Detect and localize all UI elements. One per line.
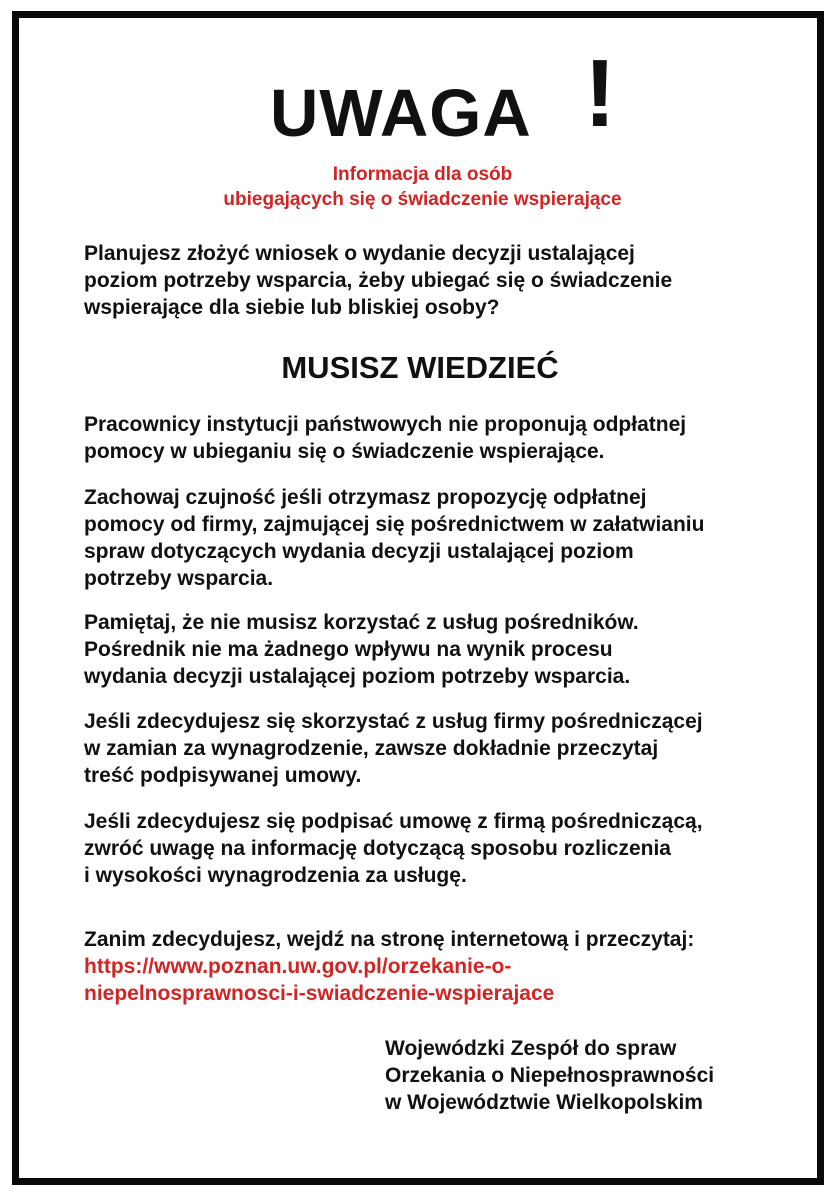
closing-text: Zanim zdecydujesz, wejdź na stronę internetową i przeczytaj:: [84, 928, 695, 951]
text-line: Pamiętaj, że nie musisz korzystać z usług pośredników.: [84, 611, 639, 634]
text-line: spraw dotyczących wydania decyzji ustalającej poziom: [84, 540, 634, 563]
paragraph-2: [84, 484, 804, 592]
text-line: Planujesz złożyć wniosek o wydanie decyzji ustalającej: [84, 242, 635, 265]
intro-question: [84, 240, 804, 321]
text-line: poziom potrzeby wsparcia, żeby ubiegać się o świadczenie: [84, 269, 673, 292]
text-line: potrzeby wsparcia.: [84, 567, 274, 590]
subtitle-line: ubiegających się o świadczenie wspierające: [223, 189, 622, 210]
website-link[interactable]: niepelnosprawnosci-i-swiadczenie-wspierajace: [84, 982, 555, 1005]
closing-block: [84, 926, 804, 1007]
text-line: zwróć uwagę na informację dotyczącą sposobu rozliczenia: [84, 837, 671, 860]
text-line: wspierające dla siebie lub bliskiej osoby?: [84, 296, 500, 319]
text-line: Pracownicy instytucji państwowych nie proponują odpłatnej: [84, 413, 687, 436]
website-link[interactable]: https://www.poznan.uw.gov.pl/orzekanie-o-: [84, 955, 512, 978]
signature-line: w Województwie Wielkopolskim: [385, 1091, 703, 1114]
section-heading: MUSISZ WIEDZIEĆ: [281, 350, 559, 385]
text-line: Zachowaj czujność jeśli otrzymasz propozycję odpłatnej: [84, 486, 647, 509]
exclamation-mark: !: [584, 40, 616, 147]
subtitle-line: Informacja dla osób: [332, 164, 513, 185]
paragraph-3: [84, 609, 804, 690]
signature-line: Orzekania o Niepełnosprawności: [385, 1064, 715, 1087]
paragraph-5: [84, 808, 804, 889]
text-line: Jeśli zdecydujesz się podpisać umowę z firmą pośredniczącą,: [84, 810, 703, 833]
text-line: i wysokości wynagrodzenia za usługę.: [84, 864, 467, 887]
text-line: pomocy od firmy, zajmującej się pośrednictwem w załatwianiu: [84, 513, 705, 536]
text-line: pomocy w ubieganiu się o świadczenie wspierające.: [84, 440, 605, 463]
notice-subtitle: [150, 162, 695, 212]
notice-title: UWAGA: [270, 76, 532, 151]
paragraph-1: [84, 411, 804, 465]
signature-line: Wojewódzki Zespół do spraw: [385, 1037, 677, 1060]
text-line: Jeśli zdecydujesz się skorzystać z usług firmy pośredniczącej: [84, 710, 703, 733]
text-line: w zamian za wynagrodzenie, zawsze dokładnie przeczytaj: [84, 737, 659, 760]
text-line: Pośrednik nie ma żadnego wpływu na wynik procesu: [84, 638, 613, 661]
paragraph-4: [84, 708, 804, 789]
signature-block: [385, 1035, 714, 1116]
text-line: treść podpisywanej umowy.: [84, 764, 362, 787]
text-line: wydania decyzji ustalającej poziom potrzeby wsparcia.: [84, 665, 631, 688]
